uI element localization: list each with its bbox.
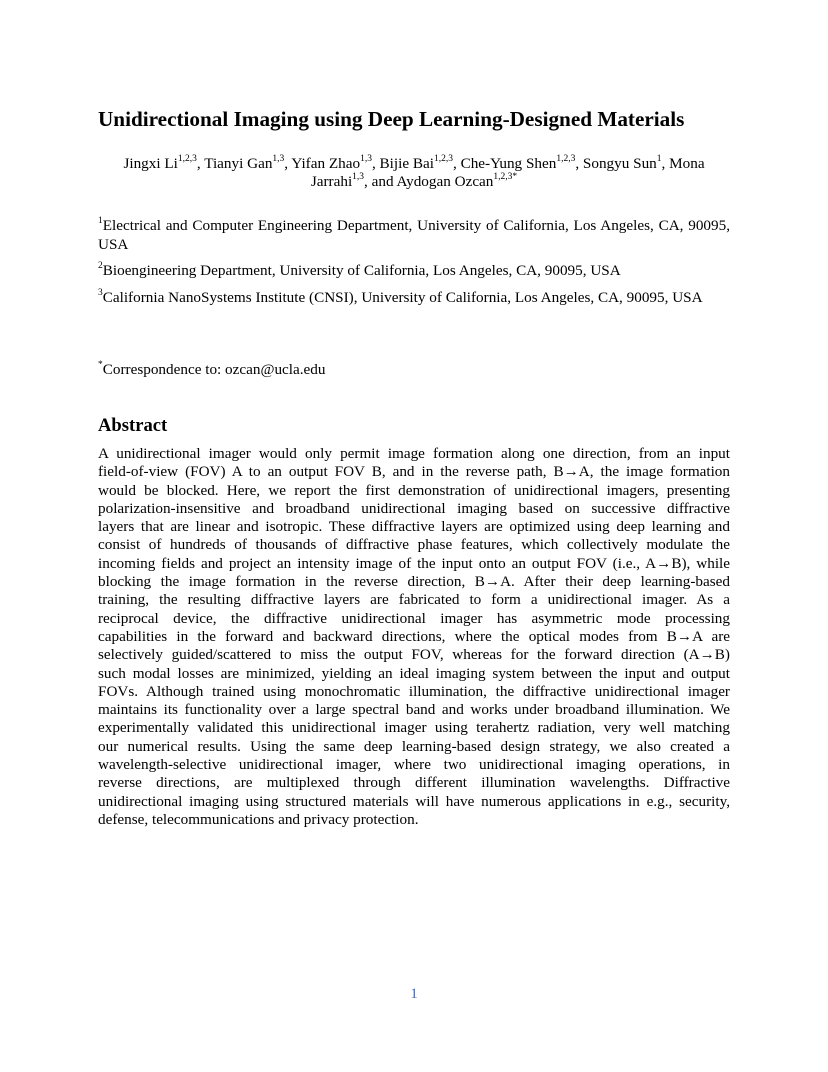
- correspondence-note: [98, 361, 730, 380]
- affiliation: [98, 217, 730, 254]
- affiliation-text: California NanoSystems Institute (CNSI), University of California, Los Angeles, CA, 90095, USA: [102, 289, 703, 306]
- author: Mona Jarrahi$^{1,3}$, and: [310, 155, 705, 190]
- affiliation: [98, 262, 730, 281]
- affiliation-marker: 3: [98, 287, 103, 298]
- abstract-line: maintains its functionality over a large spectral band and works under broadband illumination. We: [98, 701, 730, 719]
- abstract-line: wavelength-selective unidirectional imager, where two unidirectional imaging operations, in: [98, 756, 730, 774]
- abstract-line: FOVs. Although trained using monochromatic illumination, the diffractive unidirectional imager: [98, 682, 730, 700]
- affiliation-marker: 2: [98, 260, 103, 271]
- abstract-heading: Abstract: [98, 415, 168, 436]
- author: Bijie Bai$^{1,2,3}$,: [379, 153, 461, 172]
- affiliation-text: Electrical and Computer Engineering Department, University of California, Los Angeles, CA, 90095, USA: [98, 217, 730, 253]
- author: Che-Yung Shen$^{1,2,3}$,: [460, 153, 583, 172]
- abstract-line: layers that are linear and isotropic. These diffractive layers are optimized using deep learning and: [98, 518, 730, 536]
- author: Jingxi Li$^{1,2,3}$,: [123, 153, 205, 172]
- abstract-line: such modal losses are minimized, yielding an ideal imaging system between the input and output: [98, 664, 730, 682]
- abstract-line: A unidirectional imager would only permit image formation along one direction, from an input: [98, 445, 730, 462]
- abstract-line: training, the resulting diffractive layers are fabricated to form a unidirectional imager. As a: [98, 591, 730, 609]
- author: Songyu Sun$^1$,: [582, 153, 670, 172]
- abstract-line: our numerical results. Using the same deep learning-based design strategy, we also created a: [98, 737, 730, 755]
- abstract-line: polarization-insensitive and broadband unidirectional imaging based on successive diffractive: [98, 499, 730, 517]
- abstract-line: incoming fields and project an intensity image of the input onto an output FOV (i.e., A→B), while: [98, 554, 730, 572]
- abstract-line: capabilities in the forward and backward directions, where the optical modes from B→A are: [98, 627, 730, 645]
- abstract-line: field-of-view (FOV) A to an output FOV B, and in the reverse path, B→A, the image formation: [98, 463, 730, 481]
- abstract-line: experimentally validated this unidirectional imager using terahertz radiation, very well matching: [98, 719, 730, 737]
- author: Tianyi Gan$^{1,3}$,: [204, 153, 292, 172]
- abstract-line: blocking the image formation in the reverse direction, B→A. After their deep learning-based: [98, 573, 730, 591]
- affiliation-marker: 1: [98, 215, 103, 226]
- abstract-line: selectively guided/scattered to miss the output FOV, whereas for the forward direction (A→B): [98, 646, 730, 664]
- correspondence-marker: *: [98, 359, 103, 370]
- abstract-line: unidirectional imaging using structured materials will have numerous applications in e.g., security,: [98, 792, 730, 810]
- abstract-line: reciprocal device, the diffractive unidirectional imager has asymmetric mode processing: [98, 609, 730, 627]
- affiliation-text: Bioengineering Department, University of California, Los Angeles, CA, 90095, USA: [102, 262, 621, 279]
- correspondence-text: Correspondence to: ozcan@ucla.edu: [102, 361, 326, 378]
- abstract-line: reverse directions, are multiplexed through different illumination wavelengths. Diffractive: [98, 774, 730, 792]
- page-number: 1: [410, 985, 418, 1002]
- abstract-line: consist of hundreds of thousands of diffractive phase features, which collectively modulate the: [98, 536, 730, 554]
- abstract-line: defense, telecommunications and privacy protection.: [98, 810, 419, 828]
- abstract-line: would be blocked. Here, we report the first demonstration of unidirectional imagers, presenting: [98, 481, 730, 499]
- author: Aydogan Ozcan$^{1,2,3*}$: [396, 171, 518, 190]
- author-list: [98, 155, 730, 191]
- paper-title: Unidirectional Imaging using Deep Learning-Designed Materials: [98, 107, 685, 131]
- abstract-body: [98, 445, 730, 829]
- author: Yifan Zhao$^{1,3}$,: [291, 153, 380, 172]
- affiliation: [98, 289, 730, 308]
